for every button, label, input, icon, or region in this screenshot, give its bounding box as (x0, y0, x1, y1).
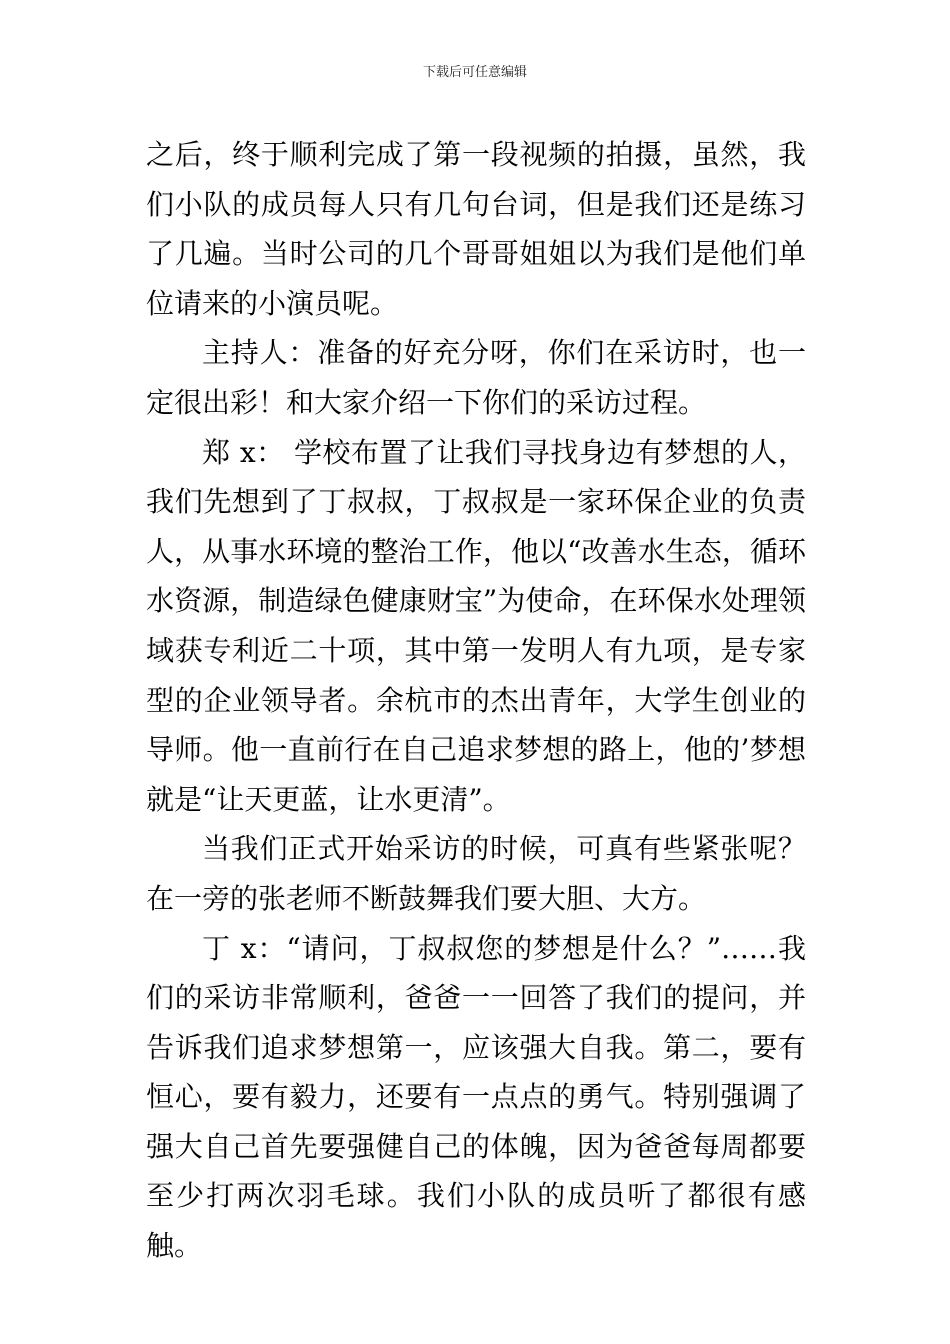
paragraph-1: 之后，终于顺利完成了第一段视频的拍摄，虽然，我们小队的成员每人只有几句台词，但是我们还是练习了几遍。当时公司的几个哥哥姐姐以为我们是他们单位请来的小演员呢。 (146, 138, 806, 320)
paragraph-2: 主持人：准备的好充分呀，你们在采访时，也一定很出彩！和大家介绍一下你们的采访过程。 (146, 336, 806, 419)
page-header-note: 下载后可任意编辑 (422, 65, 527, 80)
paragraph-5: 丁 x：“请问，丁叔叔您的梦想是什么？”……我们的采访非常顺利，爸爸一一回答了我们的提问，并告诉我们追求梦想第一，应该强大自我。第二，要有恒心，要有毅力，还要有一点点的勇气。特别强调了强大自己首先要强健自己的体魄，因为爸爸每周都要至少打两次羽毛球。我们小队的成员听了都很有感触。 (146, 931, 806, 1263)
paragraph-3: 郑 x： 学校布置了让我们寻找身边有梦想的人，我们先想到了丁叔叔，丁叔叔是一家环保企业的负责人，从事水环境的整治工作，他以“改善水生态，循环水资源，制造绿色健康财宝”为使命，在环保水处理领域获专利近二十项，其中第一发明人有九项，是专家型的企业领导者。余杭市的杰出青年，大学生创业的导师。他一直前行在自己追求梦想的路上，他的’梦想就是“让天更蓝，让水更清”。 (146, 435, 806, 816)
paragraph-4: 当我们正式开始采访的时候，可真有些紧张呢？在一旁的张老师不断鼓舞我们要大胆、大方。 (146, 832, 806, 915)
document-body (146, 130, 806, 1271)
